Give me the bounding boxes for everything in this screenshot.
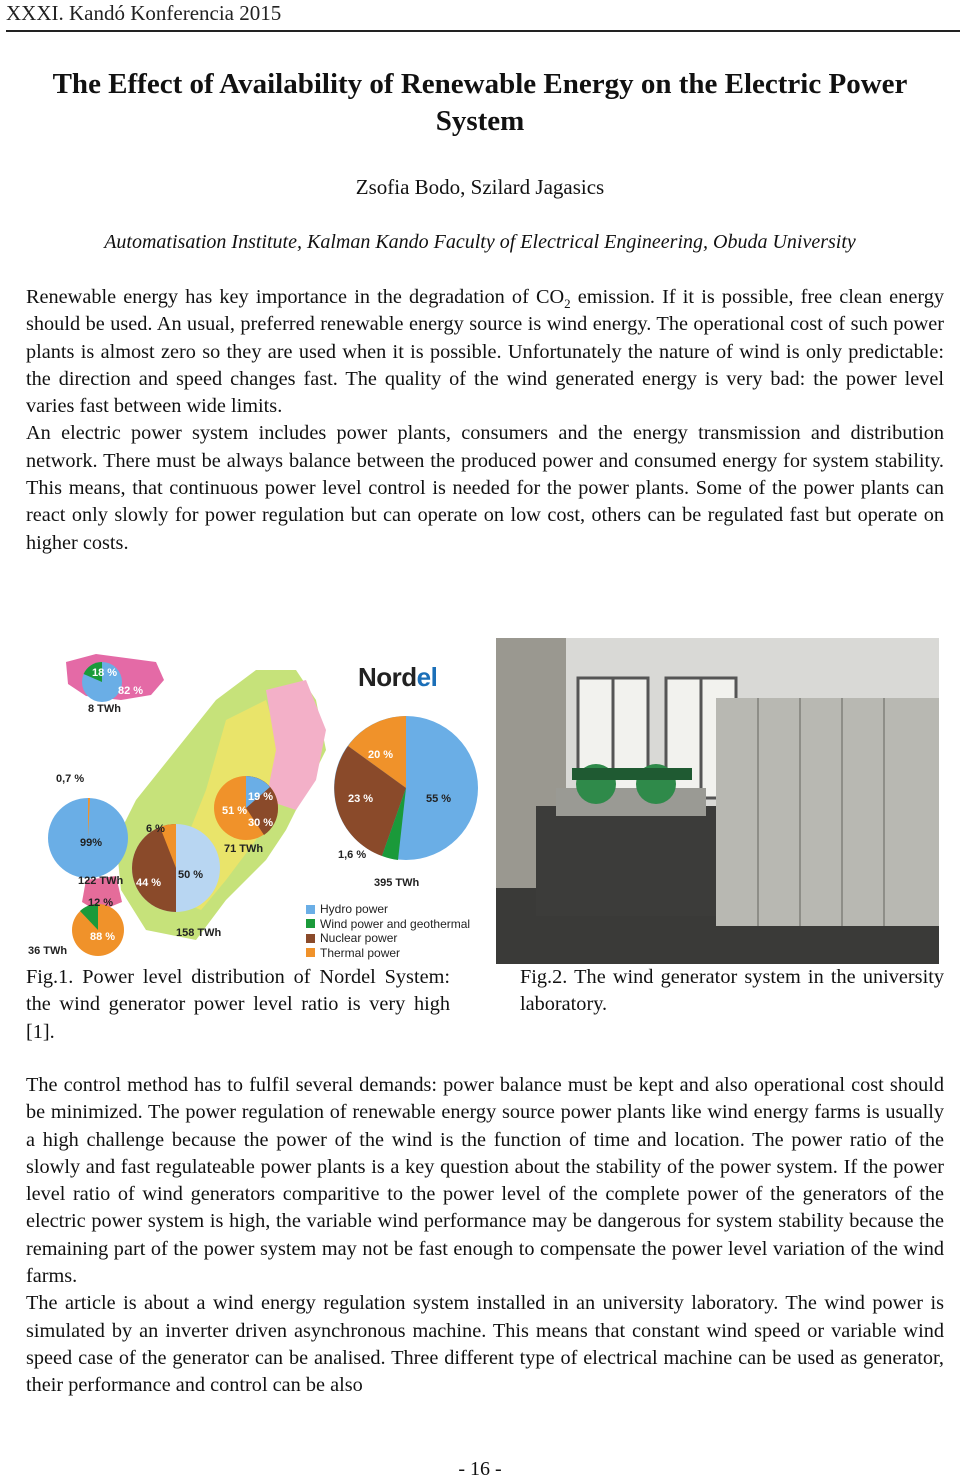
label-is-8: 8 TWh <box>88 703 121 715</box>
pie-sweden <box>132 824 220 912</box>
nordel-logo <box>358 662 437 693</box>
main-paragraph-2: The article is about a wind energy regulation system installed in an university laboratory. The wind power is simulated by an inverter driven asynchronous machine. This means that constant wind speed or variable wind speed case of the generator can be analised. Three different type of electrical machine can be used as generator, their performance and control can be also <box>26 1292 944 1397</box>
label-dk-12: 12 % <box>88 897 114 909</box>
intro-section <box>26 284 944 557</box>
label-se-158: 158 TWh <box>176 927 222 939</box>
label-fi-30: 30 % <box>248 817 274 829</box>
running-header <box>6 0 960 32</box>
legend-label: Thermal power <box>320 945 401 960</box>
affiliation: Automatisation Institute, Kalman Kando Faculty of Electrical Engineering, Obuda University <box>104 231 856 253</box>
legend-item <box>306 902 470 917</box>
authors: Zsofia Bodo, Szilard Jagasics <box>355 175 605 199</box>
label-is-18: 18 % <box>92 667 118 679</box>
legend-item <box>306 931 470 946</box>
lab-test-bench <box>536 806 716 916</box>
lab-cabinets <box>716 698 939 926</box>
legend-swatch-wind <box>306 919 315 928</box>
label-fi-19: 19 % <box>248 791 274 803</box>
label-main-20: 20 % <box>368 749 394 761</box>
label-fi-71: 71 TWh <box>224 843 264 855</box>
main-paragraph-1: The control method has to fulfil several demands: power balance must be kept and also operational cost should be minimized. The power regulation of renewable energy source power plants like wind energy farms is usually a high challenge because the power of the wind is the function of time and location. The power ratio of the slowly and fast regulateable power plants is a key question about the stability of the power system. If the power level ratio of wind generators comparitive to the power level of the complete power of the generators of the electric power system is high, the variable wind performance may be dangerous for system stability because the remaining part of the power system may not be fast enough to compensate the power level variation of the wind farms. <box>26 1074 944 1288</box>
header-text: XXXI. Kandó Konferencia 2015 <box>6 1 282 25</box>
label-fi-51: 51 % <box>222 805 248 817</box>
legend-label: Hydro power <box>320 902 389 916</box>
figure-1-legend <box>306 902 470 960</box>
lab-photo-graphic <box>496 638 939 964</box>
page-number: - 16 - <box>458 1458 502 1480</box>
label-dk-88: 88 % <box>90 931 116 943</box>
legend-swatch-hydro <box>306 905 315 914</box>
pie-nordel-total <box>334 716 478 860</box>
intro-paragraph-2: An electric power system includes power plants, consumers and the energy transmission and distribution network. There must be always balance between the produced power and consumed energy for system stability. This means, that continuous power level control is needed for the power plants. Some of the power plants can react only slowly for power regulation but can operate on low cost, others can be regulated fast but operate on higher costs. <box>26 422 944 554</box>
label-main-total: 395 TWh <box>374 877 420 889</box>
label-no-07: 0,7 % <box>56 773 85 785</box>
co2-subscript: 2 <box>564 296 571 312</box>
main-section <box>26 1072 944 1400</box>
label-main-16: 1,6 % <box>338 849 367 861</box>
label-main-23: 23 % <box>348 793 374 805</box>
label-no-122: 122 TWh <box>78 875 124 887</box>
label-is-82: 82 % <box>118 685 144 697</box>
label-se-6: 6 % <box>146 823 165 835</box>
label-no-99: 99% <box>80 837 103 849</box>
intro-paragraph-1 <box>26 284 944 420</box>
figure-2-caption: Fig.2. The wind generator system in the university laboratory. <box>520 966 944 1016</box>
nordel-logo-b: el <box>416 662 438 692</box>
figure-2-lab-photo <box>496 638 939 964</box>
label-se-44: 44 % <box>136 877 162 889</box>
figure-1-nordel-map <box>26 640 496 960</box>
legend-swatch-thermal <box>306 948 315 957</box>
legend-label: Nuclear power <box>320 931 398 945</box>
legend-swatch-nuclear <box>306 934 315 943</box>
intro-text-b: emission. If it is possible, free clean energy should be used. An usual, preferred renewable energy source is wind energy. The operational cost of such power plants is almost zero so they are used when it is possible. Unfortunately the nature of wind is only predictable: the direction and speed changes fast. The quality of the wind generated energy is very bad: the power level varies fast between wide limits. <box>26 286 944 418</box>
legend-item <box>306 946 470 961</box>
pie-denmark <box>72 904 124 956</box>
label-dk-36: 36 TWh <box>28 945 68 957</box>
legend-item <box>306 917 470 932</box>
label-main-55: 55 % <box>426 793 452 805</box>
figure-1-caption: Fig.1. Power level distribution of Nordel System: the wind generator power level ratio is very high [1]. <box>26 966 450 1043</box>
label-se-50: 50 % <box>178 869 204 881</box>
nordel-logo-a: Nord <box>358 662 417 692</box>
intro-text-a: Renewable energy has key importance in the degradation of CO <box>26 286 565 308</box>
legend-label: Wind power and geothermal <box>320 916 471 931</box>
paper-title: The Effect of Availability of Renewable Energy on the Electric Power System <box>52 68 908 137</box>
